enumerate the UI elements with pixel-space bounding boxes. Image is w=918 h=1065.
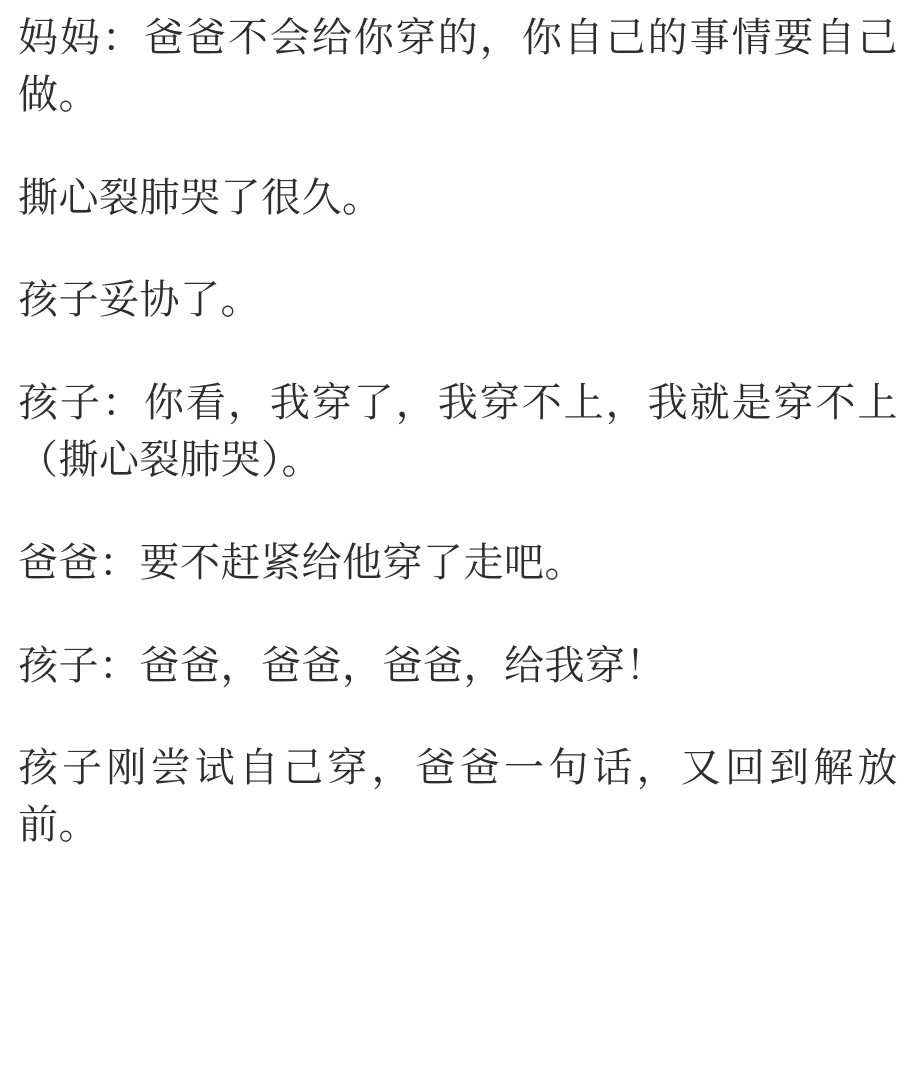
paragraph-2: 撕心裂肺哭了很久。 xyxy=(18,175,383,220)
paragraph-3: 孩子妥协了。 xyxy=(18,278,261,323)
paragraph-4: 孩子：你看，我穿了，我穿不上，我就是穿不上（撕心裂肺哭）。 xyxy=(18,381,898,482)
paragraph-5: 爸爸：要不赶紧给他穿了走吧。 xyxy=(18,540,585,585)
paragraph-7: 孩子刚尝试自己穿，爸爸一句话，又回到解放前。 xyxy=(18,746,898,848)
paragraph-1: 妈妈：爸爸不会给你穿的，你自己的事情要自己做。 xyxy=(18,16,898,117)
paragraph-6: 孩子：爸爸，爸爸，爸爸，给我穿！ xyxy=(18,643,666,688)
